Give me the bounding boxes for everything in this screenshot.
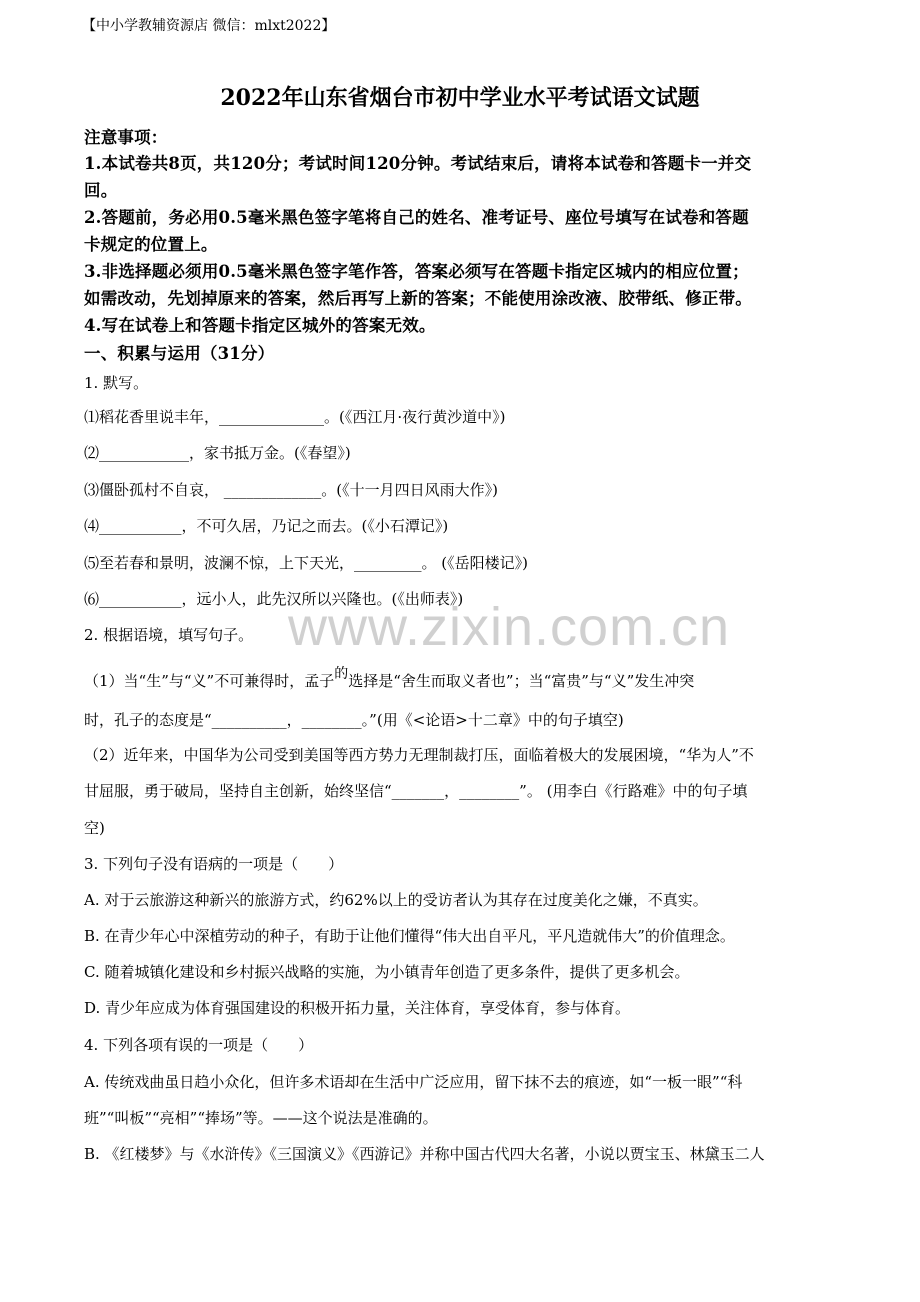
question-1-stem: 1. 默写。 — [84, 374, 149, 392]
notice-line: 卡规定的位置上。 — [84, 235, 218, 254]
q1-item: ⑷___________，不可久居，乃记之而去。(《小石潭记》) — [84, 517, 449, 535]
q2-part1-text-b: 选择是“舍生而取义者也”；当“富贵”与“义”发生冲突 — [348, 672, 695, 690]
q2-part1-line1 — [84, 666, 695, 691]
q2-part2-line2: 甘屈服，勇于破局，坚持自主创新，始终坚信“_______，________”。 (用李白《行路难》中的句子填 — [84, 782, 748, 800]
page-title: 2022年山东省烟台市初中学业水平考试语文试题 — [220, 85, 700, 111]
q1-item: ⑸至若春和景明，波澜不惊，上下天光，_________。 (《岳阳楼记》) — [84, 554, 528, 572]
q2-part1-text-a: （1）当“生”与“义”不可兼得时，孟子 — [84, 672, 335, 690]
watermark: www.zixin.com.cn — [288, 597, 731, 657]
q2-part1-superscript: 的 — [334, 666, 349, 682]
notice-line: 回。 — [84, 181, 118, 200]
notice-line: 3.非选择题必须用0.5毫米黑色签字笔作答，答案必须写在答题卡指定区城内的相应位置； — [84, 262, 749, 281]
q3-option-c: C. 随着城镇化建设和乡村振兴战略的实施，为小镇青年创造了更多条件，提供了更多机会。 — [84, 963, 690, 981]
q2-part1-line2: 时，孔子的态度是“__________，________。”(用《<论语>十二章》中的句子填空) — [84, 711, 624, 729]
q3-option-b: B. 在青少年心中深植劳动的种子，有助于让他们懂得“伟大出自平凡，平凡造就伟大”的价值理念。 — [84, 927, 735, 945]
notice-line: 4.写在试卷上和答题卡指定区城外的答案无效。 — [84, 316, 436, 335]
q3-option-d: D. 青少年应成为体育强国建设的积极开拓力量，关注体育，享受体育，参与体育。 — [84, 999, 631, 1017]
notice-line: 2.答题前，务必用0.5毫米黑色签字笔将自己的姓名、准考证号、座位号填写在试卷和答题 — [84, 208, 749, 227]
q2-part2-line1: （2）近年来，中国华为公司受到美国等西方势力无理制裁打压，面临着极大的发展困境，“华为人”不 — [84, 746, 754, 764]
notice-line: 1.本试卷共8页，共120分；考试时间120分钟。考试结束后，请将本试卷和答题卡一并交 — [84, 154, 752, 173]
question-3-stem: 3. 下列句子没有语病的一项是（ ） — [84, 855, 344, 873]
question-4-stem: 4. 下列各项有误的一项是（ ） — [84, 1036, 314, 1054]
q1-item: ⑹___________，远小人，此先汉所以兴隆也。(《出师表》) — [84, 590, 464, 608]
store-header: 【中小学教辅资源店 微信：mlxt2022】 — [82, 18, 336, 34]
q4-option-a-line1: A. 传统戏曲虽日趋小众化，但许多术语却在生活中广泛应用，留下抹不去的痕迹，如“一板一眼”“科 — [84, 1073, 743, 1091]
q2-part2-line3: 空) — [84, 819, 105, 837]
question-2-stem: 2. 根据语境，填写句子。 — [84, 626, 254, 644]
notice-heading: 注意事项： — [84, 128, 168, 147]
q1-item: ⑶僵卧孤村不自哀， _____________。(《十一月四日风雨大作》) — [84, 481, 498, 499]
q4-option-a-line2: 班”“叫板”“亮相”“捧场”等。——这个说法是准确的。 — [84, 1109, 438, 1127]
notice-line: 如需改动，先划掉原来的答案，然后再写上新的答案；不能使用涂改液、胶带纸、修正带。 — [84, 289, 752, 308]
q1-item: ⑴稻花香里说丰年，______________。(《西江月·夜行黄沙道中》) — [84, 408, 506, 426]
q3-option-a: A. 对于云旅游这种新兴的旅游方式，约62%以上的受访者认为其存在过度美化之嫌，不真实。 — [84, 891, 708, 909]
q4-option-b-line1: B. 《红楼梦》与《水浒传》《三国演义》《西游记》并称中国古代四大名著，小说以贾宝玉、林黛玉二人 — [84, 1145, 765, 1163]
section-heading: 一、积累与运用（31分） — [84, 344, 275, 363]
q1-item: ⑵____________，家书抵万金。(《春望》) — [84, 444, 351, 462]
